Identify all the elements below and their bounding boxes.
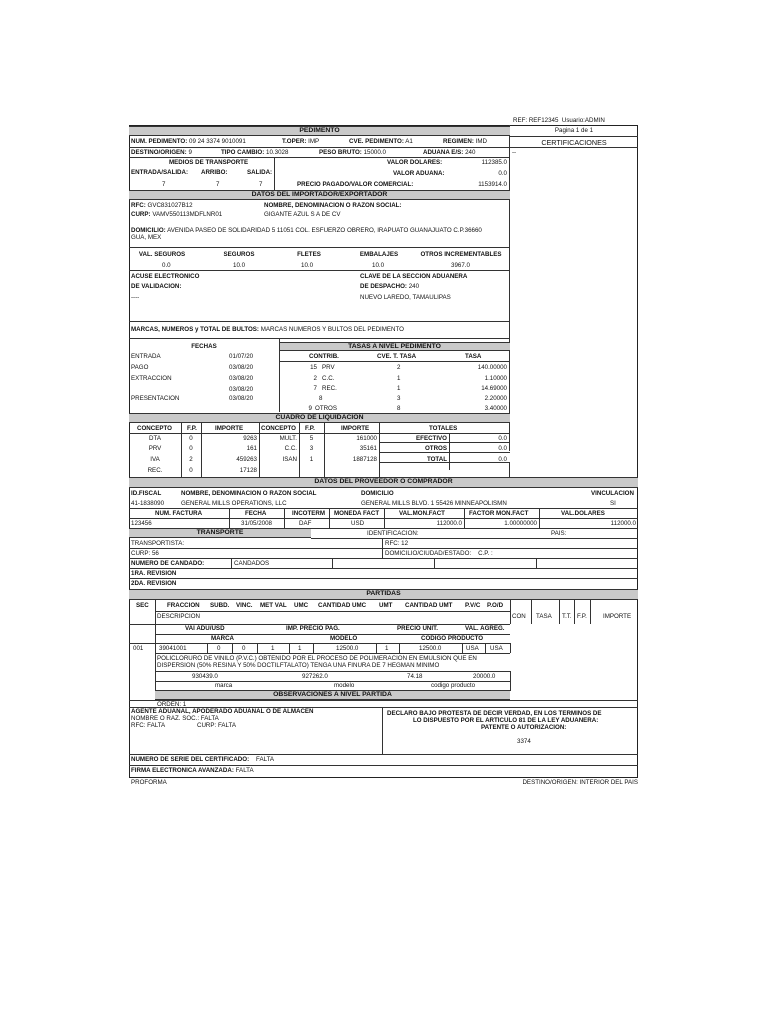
proveedor-nombre-value: GENERAL MILLS OPERATIONS, LLC (181, 500, 287, 507)
patente-value: 3374 (517, 738, 531, 745)
agente-nombre: NOMBRE O RAZ. SOC.: FALTA (131, 715, 219, 722)
h-incoterm: INCOTERM (292, 510, 325, 517)
liq-importe: 9263 (243, 435, 257, 442)
razon-social-label: NOMBRE, DENOMINACION O RAZON SOCIAL: (264, 202, 402, 209)
curp-importador: CURP: VAMV550113MDFLNR01 (131, 211, 223, 218)
liq-importe-r: 35161 (359, 445, 377, 452)
marcas-bultos: MARCAS, NUMEROS y TOTAL DE BULTOS: MARCAS NUMEROS Y BULTOS DEL PEDIMENTO (131, 326, 404, 333)
liq-h-fp: F.P. (187, 425, 197, 432)
incoterm: DAF (299, 520, 312, 527)
h-num-factura: NUM. FACTURA (155, 510, 203, 517)
h-cantumc: CANTIDAD UMC (318, 602, 367, 609)
agente-rfc: RFC: FALTA (131, 722, 166, 729)
revision-2: 2DA. REVISION (131, 580, 177, 587)
factor: 1.00000000 (504, 520, 537, 527)
fecha-label: EXTRACCION (131, 375, 172, 382)
h-fecha: FECHA (245, 510, 267, 517)
seguros-value: 10.0 (233, 262, 246, 269)
despacho: DE DESPACHO: 240 (360, 283, 420, 290)
agente-title: AGENTE ADUANAL, APODERADO ADUANAL O DE ALMACEN (131, 708, 314, 715)
h-fp: F.P. (577, 613, 587, 620)
tasa-cve: 1 (397, 385, 401, 392)
footer-destino: DESTINO/ORIGEN: INTERIOR DEL PAIS (522, 779, 638, 786)
observaciones-title: OBSERVACIONES A NIVEL PARTIDA (273, 691, 392, 698)
fecha-factura: 31/05/2008 (241, 520, 272, 527)
proveedor-nombre-label: NOMBRE, DENOMINACION O RAZON SOCIAL (181, 490, 317, 497)
liq-importe: 459263 (236, 456, 257, 463)
transporte-band (129, 528, 311, 538)
h-valadu: VAI ADU/USD (185, 625, 225, 632)
fecha-date: 03/08/20 (229, 375, 254, 382)
fecha-label: PAGO (131, 364, 149, 371)
partida-metval: 1 (271, 645, 275, 652)
tasas-title: TASAS A NIVEL PEDIMENTO (348, 343, 441, 350)
liq-h-importe-2: IMPORTE (341, 425, 370, 432)
idfiscal-value: 41-1838090 (131, 500, 165, 507)
orden: ORDEN: 1 (157, 701, 187, 708)
embalajes-label: EMBALAJES (359, 251, 399, 258)
proveedor-domicilio-value: GENERAL MILLS BLVD. 1 55426 MINNEAPOLISMN (361, 500, 507, 507)
liq-importe: 161 (246, 445, 257, 452)
embalajes-value: 10.0 (372, 262, 385, 269)
h-umc: UMC (294, 602, 309, 609)
h-vinc: VINC. (236, 602, 253, 609)
fecha-label: ENTRADA (131, 353, 161, 360)
vinculacion-value: SI (610, 500, 616, 507)
arribo-label: ARRIBO: (201, 169, 228, 176)
h-sec: SEC (136, 602, 149, 609)
serie-certificado: NUMERO DE SERIE DEL CERTIFICADO: FALTA (131, 756, 275, 763)
liq-concepto: PRV (148, 445, 162, 452)
precio-pagado-value: 1153914.0 (478, 181, 507, 188)
total-value: 0.0 (498, 435, 507, 442)
h-marca: MARCA (211, 635, 235, 642)
h-tt: T.T. (562, 613, 572, 620)
liquidacion-title: CUADRO DE LIQUIDACION (275, 414, 364, 421)
val-seguros-label: VAL. SEGUROS (138, 251, 186, 258)
pedimento-title: PEDIMENTO (299, 127, 340, 134)
liq-fp-r: 3 (309, 445, 314, 452)
entrada-salida-label: ENTRADA/SALIDA: (131, 169, 189, 176)
tasa-num: 2 (313, 375, 317, 382)
partida-preciounit: 74.18 (407, 673, 423, 680)
importador-title: DATOS DEL IMPORTADOR/EXPORTADOR (251, 191, 388, 198)
h-con: CON (512, 613, 526, 620)
ref-value: REF: REF12345 (513, 117, 559, 124)
tasa-cve: 8 (397, 405, 401, 412)
tasa-value: 2.20000 (484, 395, 507, 402)
dash-mark: -- (512, 149, 517, 156)
proveedor-domicilio-label: DOMICILIO (361, 490, 394, 497)
liq-h-concepto: CONCEPTO (137, 425, 172, 432)
domicilio-importador: DOMICILIO: AVENIDA PASEO DE SOLIDARIDAD 5 11051 COL. ESFUERZO OBRERO, IRAPUATO GUANAJUATO C.P.36660 (131, 227, 482, 234)
total-label: OTROS (424, 445, 447, 452)
partida-vinc: 0 (242, 645, 246, 652)
total-value: 0.0 (498, 445, 507, 452)
h-pod: P.O/D (487, 602, 504, 609)
despacho-lugar: NUEVO LAREDO, TAMAULIPAS (360, 294, 451, 301)
h-subd: SUBD. (210, 602, 230, 609)
valmon: 112000.0 (436, 520, 462, 527)
partida-descripcion-2: DISPERSION (50% RESINA Y 50% DOCTILFTALATO) TENGA UNA FINURA DE 7 HEGMAN MINIMO (157, 662, 440, 669)
domicilio-importador-2: GUA, MEX (131, 234, 162, 241)
tipo-cambio: TIPO CAMBIO: 10.3028 (221, 149, 289, 156)
tasa-cve: 1 (397, 375, 401, 382)
liq-concepto-r: C.C. (284, 445, 297, 452)
clave-seccion-label: CLAVE DE LA SECCION ADUANERA (360, 273, 468, 280)
valor-dolares-value: 112385.0 (481, 159, 507, 166)
tasas-h-cve: CVE. T. TASA (377, 353, 417, 360)
tasa-value: 1.10000 (484, 375, 507, 382)
liq-h-concepto-2: CONCEPTO (261, 425, 296, 432)
aduana-es: ADUANA E/S: 240 (423, 149, 476, 156)
total-value: 0.0 (498, 456, 507, 463)
tasa-num: 15 (310, 364, 317, 371)
partida-sec: 001 (133, 645, 144, 652)
cve-pedimento: CVE. PEDIMENTO: A1 (349, 138, 413, 145)
tasa-contrib: PRV (322, 364, 335, 371)
moneda: USD (351, 520, 365, 527)
tipo-operacion: T.OPER: IMP (282, 138, 320, 145)
tasas-h-tasa: TASA (465, 353, 482, 360)
tasas-h-contrib: CONTRIB. (309, 353, 339, 360)
liq-concepto: IVA (150, 456, 160, 463)
idfiscal-label: ID.FISCAL (131, 490, 162, 497)
fletes-value: 10.0 (301, 262, 314, 269)
tasa-num: 7 (313, 385, 317, 392)
entrada-salida-value: 7 (162, 181, 166, 188)
liq-importe: 17128 (239, 467, 257, 474)
importador-band (129, 190, 510, 200)
h-preciounit: PRECIO UNIT. (397, 625, 438, 632)
h-metval: MET VAL (260, 602, 287, 609)
valor-aduana-value: 0.0 (498, 170, 507, 177)
firma-electronica: FIRMA ELECTRONICA AVANZADA: FALTA (131, 767, 254, 774)
h-valagreg: VAL. AGREG. (465, 625, 505, 632)
tasa-contrib: OTROS (315, 405, 338, 412)
precio-pagado-label: PRECIO PAGADO/VALOR COMERCIAL: (297, 181, 414, 188)
fletes-label: FLETES (297, 251, 321, 258)
ref-line (513, 117, 605, 124)
h-descripcion: DESCRIPCION (157, 613, 200, 620)
tasa-contrib: C.C. (322, 375, 335, 382)
tasa-contrib: 8 (319, 395, 323, 402)
h-modelo: MODELO (330, 635, 358, 642)
h-fraccion: FRACCION (167, 602, 200, 609)
footer-proforma: PROFORMA (131, 779, 167, 786)
partida-pod: USA (490, 645, 503, 652)
liq-importe-r: 1887128 (352, 456, 377, 463)
acuse-label-2: DE VALIDACION: (131, 283, 182, 290)
certificaciones-title: CERTIFICACIONES (541, 138, 607, 147)
page-number: Pagina 1 de 1 (554, 127, 594, 134)
seguros-label: SEGUROS (223, 251, 255, 258)
h-moneda: MONEDA FACT (334, 510, 380, 517)
total-label: TOTAL (426, 456, 447, 463)
valor-aduana-label: VALOR ADUANA: (393, 170, 445, 177)
liq-concepto-r: ISAN (282, 456, 297, 463)
declaro-2: LO DISPUESTO POR EL ARTICULO 81 DE LA LEY ADUANERA: (413, 717, 599, 724)
user-value: Usuario:ADMIN (561, 117, 605, 124)
h-umt: UMT (379, 602, 393, 609)
partidas-band (129, 589, 638, 600)
vinculacion-label: VINCULACION (591, 490, 634, 497)
liq-fp: 0 (189, 445, 193, 452)
acuse-label: ACUSE ELECTRONICO (131, 273, 200, 280)
partida-descripcion-1: POLICLORURO DE VINILO (P.V.C.) OBTENIDO POR EL PROCESO DE POLIMERACION EN EMULSION QUE EN (157, 655, 477, 662)
h-impprecio: IMP. PRECIO PAG. (286, 625, 340, 632)
tasa-value: 140.00000 (477, 364, 507, 371)
num-pedimento: NUM. PEDIMENTO: 09 24 3374 9010091 (131, 138, 246, 145)
partida-marca: marca (215, 682, 233, 689)
transporte-title: TRANSPORTE (196, 529, 244, 536)
partida-fraccion: 39041001 (159, 645, 187, 652)
valor-dolares-label: VALOR DOLARES: (387, 159, 443, 166)
total-label: EFECTIVO (416, 435, 447, 442)
liq-concepto-r: MULT. (279, 435, 297, 442)
partida-pvc: USA (466, 645, 479, 652)
h-factor: FACTOR MON.FACT (469, 510, 529, 517)
valdol: 112000.0 (610, 520, 636, 527)
h-tasa: TASA (536, 613, 552, 620)
proveedor-title: DATOS DEL PROVEEDOR O COMPRADOR (314, 478, 453, 485)
observaciones-band (155, 690, 510, 700)
fecha-date: 03/08/20 (229, 395, 254, 402)
partida-valadu: 930439.0 (192, 673, 218, 680)
otros-incrementables-label: OTROS INCREMENTABLES (420, 251, 502, 258)
h-codigo: CODIGO PRODUCTO (421, 635, 484, 642)
transportista-label: TRANSPORTISTA: (131, 540, 185, 547)
tasa-num: 9 (308, 405, 312, 412)
destino-origen: DESTINO/ORIGEN: 9 (131, 149, 192, 156)
h-pvc: P.V/C (465, 602, 481, 609)
val-seguros-value: 0.0 (162, 262, 171, 269)
tasa-cve: 2 (397, 364, 401, 371)
liq-concepto: DTA (149, 435, 161, 442)
candado-label: NUMERO DE CANDADO: (131, 560, 205, 567)
liq-fp: 0 (189, 435, 193, 442)
liq-h-importe: IMPORTE (215, 425, 244, 432)
pedimento-form (129, 125, 638, 786)
otros-incrementables-value: 3967.0 (451, 262, 470, 269)
liq-h-fp-2: F.P. (305, 425, 315, 432)
transportista-domicilio: DOMICILIO/CIUDAD/ESTADO: C.P. : (385, 550, 493, 557)
tasa-value: 3.40000 (484, 405, 507, 412)
num-factura: 123456 (131, 520, 152, 527)
peso-bruto: PESO BRUTO: 15000.0 (319, 149, 386, 156)
fecha-date: 03/08/20 (229, 386, 254, 393)
medios-transporte: MEDIOS DE TRANSPORTE (169, 159, 249, 166)
tasa-contrib: REC. (322, 385, 337, 392)
tasa-value: 14.69000 (481, 385, 507, 392)
partida-cantumc: 12500.0 (336, 645, 359, 652)
liq-importe-r: 161000 (356, 435, 377, 442)
fecha-date: 03/08/20 (229, 364, 254, 371)
partida-modelo: modelo (334, 682, 355, 689)
revision-1: 1RA. REVISION (131, 570, 177, 577)
liq-fp-r: 5 (309, 435, 314, 442)
partida-cantumt: 12500.0 (419, 645, 442, 652)
pais-label: PAIS: (551, 530, 567, 537)
regimen: REGIMEN: IMD (443, 138, 488, 145)
liq-h-totales: TOTALES (429, 425, 458, 432)
liquidacion-band (129, 413, 510, 423)
rfc-importador: RFC: GVC831027B12 (131, 202, 193, 209)
liq-fp: 0 (189, 467, 193, 474)
arribo-value: 7 (216, 181, 220, 188)
partida-umt: 1 (385, 645, 389, 652)
tasas-band (279, 342, 510, 351)
partida-umc: 1 (298, 645, 302, 652)
proveedor-band (129, 477, 638, 488)
fecha-date: 01/07/20 (229, 353, 254, 360)
liq-concepto: REC. (147, 467, 163, 474)
salida-label: SALIDA: (247, 169, 273, 176)
razon-social-value: GIGANTE AZUL S A DE CV (264, 211, 341, 218)
h-cantumt: CANTIDAD UMT (405, 602, 453, 609)
partidas-title: PARTIDAS (366, 590, 401, 597)
salida-value: 7 (259, 181, 263, 188)
fecha-label: PRESENTACION (131, 395, 180, 402)
tasa-cve: 3 (397, 395, 401, 402)
declaro-1: DECLARO BAJO PROTESTA DE DECIR VERDAD, EN LOS TERMINOS DE (387, 710, 602, 717)
pedimento-band (129, 126, 510, 136)
partida-impprecio: 927262.0 (302, 673, 328, 680)
agente-curp: CURP: FALTA (197, 722, 236, 729)
identificacion-label: IDENTIFICACION: (367, 530, 419, 537)
h-valdol: VAL.DOLARES (561, 510, 605, 517)
partida-valagreg: 20000.0 (473, 673, 496, 680)
partida-subd: 0 (217, 645, 221, 652)
transportista-curp: CURP: 56 (131, 550, 159, 557)
patente-label: PATENTE O AUTORIZACION: (481, 724, 567, 731)
fechas-title: FECHAS (191, 343, 217, 350)
partida-codigo: codigo producto (431, 682, 476, 689)
acuse-value: ---- (131, 294, 140, 301)
h-importe: IMPORTE (603, 613, 632, 620)
liq-fp-r: 1 (309, 456, 314, 463)
candado-value: CANDADOS (234, 560, 270, 567)
h-valmon: VAL.MON.FACT (399, 510, 445, 517)
liq-fp: 2 (189, 456, 193, 463)
transportista-rfc: RFC: 12 (385, 540, 409, 547)
